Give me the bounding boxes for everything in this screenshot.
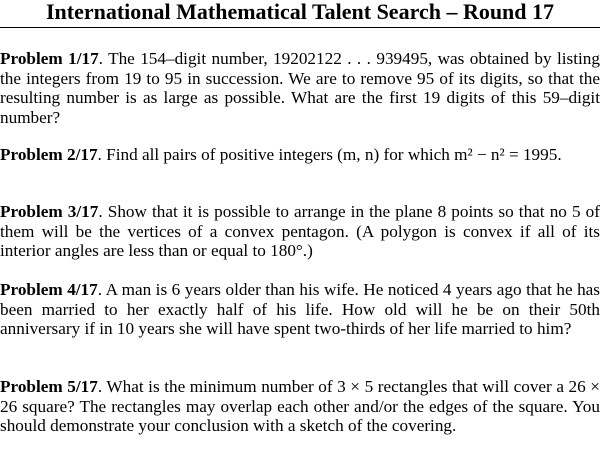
problem-1: Problem 1/17. The 154–digit number, 19202122 . . . 939495, was obtained by listing the integers from 19 to 95 in succession. We are to remove 95 of its digits, so that the resulting number is as large as possible. What are the first 19 digits of this 59–digit number? xyxy=(0,49,600,127)
problem-label: Problem 4/17 xyxy=(0,280,98,299)
page-title: International Mathematical Talent Search – Round 17 xyxy=(45,0,555,24)
problem-3: Problem 3/17. Show that it is possible to arrange in the plane 8 points so that no 5 of them will be the vertices of a convex pentagon. (A polygon is convex if all of its interior angles are less than or equal to 180°.) xyxy=(0,202,600,261)
problem-label: Problem 2/17 xyxy=(0,145,98,164)
title-underline xyxy=(0,27,600,28)
problem-2: Problem 2/17. Find all pairs of positive integers (m, n) for which m² − n² = 1995. xyxy=(0,145,562,164)
problem-4: Problem 4/17. A man is 6 years older than his wife. He noticed 4 years ago that he has been married to her exactly half of his life. How old will he be on their 50th anniversary if in 10 years she will have spent two-thirds of her life married to him? xyxy=(0,280,600,339)
problem-text: Show that it is possible to arrange in the plane 8 points so that no 5 of them will be the vertices of a convex pentagon. (A polygon is convex if all of its interior angles are less than or equal to 180°.) xyxy=(0,202,600,261)
problem-text: A man is 6 years older than his wife. He noticed 4 years ago that he has been married to her exactly half of his life. How old will he be on their 50th anniversary if in 10 years she will have spent two-thirds of her life married to him? xyxy=(0,280,600,339)
problem-label: Problem 1/17 xyxy=(0,49,99,68)
problem-text: Find all pairs of positive integers (m, n) for which m² − n² = 1995. xyxy=(106,145,562,164)
problem-5: Problem 5/17. What is the minimum number of 3 × 5 rectangles that will cover a 26 × 26 square? The rectangles may overlap each other and/or the edges of the square. You should demonstrate your conclusion with a sketch of the covering. xyxy=(0,377,600,436)
problem-label: Problem 3/17 xyxy=(0,202,99,221)
problem-text: What is the minimum number of 3 × 5 rectangles that will cover a 26 × 26 square? The rectangles may overlap each other and/or the edges of the square. You should demonstrate your conclusion with a sketch of the covering. xyxy=(0,377,600,436)
problem-text: The 154–digit number, 19202122 . . . 939495, was obtained by listing the integers from 19 to 95 in succession. We are to remove 95 of its digits, so that the resulting number is as large as possible. What are the first 19 digits of this 59–digit number? xyxy=(0,49,600,127)
problem-label: Problem 5/17 xyxy=(0,377,98,396)
